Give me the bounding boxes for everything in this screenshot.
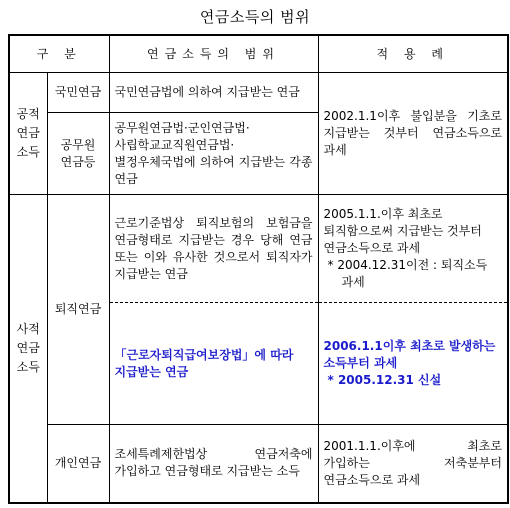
table-row (9, 73, 508, 113)
row-range: 「근로자퇴직급여보장법」에 따라 지급받는 연금 (109, 303, 318, 425)
header-range: 연금소득의 범위 (109, 35, 318, 73)
public-example: 2002.1.1이후 불입분을 기초로 지급받는 것부터 연금소득으로 과세 (318, 73, 508, 195)
row-example: 2001.1.1.이후에 최초로 가입하는 저축분부터 연금소득으로 과세 (318, 425, 508, 503)
table-row (9, 195, 508, 303)
row-range: 조세특례제한법상 연금저축에 가입하고 연금형태로 지급받는 소득 (109, 425, 318, 503)
table-row (9, 425, 508, 503)
row-range: 공무원연금법·군인연금법·사립학교교직원연금법·별정우체국법에 의하여 지급받는 각종 연금 (109, 113, 318, 195)
example-note-cont: 과세 (341, 275, 365, 289)
row-name: 퇴직연금 (47, 195, 109, 425)
row-example (318, 195, 508, 303)
row-range: 국민연금법에 의하여 지급받는 연금 (109, 73, 318, 113)
row-name: 개인연금 (47, 425, 109, 503)
private-pension-label: 사적 연금 소득 (9, 195, 47, 503)
row-name: 공무원 연금등 (47, 113, 109, 195)
example-note: * 2005.12.31 신설 (327, 373, 442, 387)
page-title: 연금소득의 범위 (199, 8, 311, 26)
row-example (318, 303, 508, 425)
example-text: 2005.1.1.이후 최초로 퇴직함으로써 지급받는 것부터 연금소득으로 과세 (323, 207, 482, 255)
header-category: 구 분 (9, 35, 109, 73)
public-pension-label: 공적 연금 소득 (9, 73, 47, 195)
example-text: 2006.1.1이후 최초로 발생하는 소득부터 과세 (323, 339, 496, 370)
pension-income-table (8, 34, 509, 504)
row-name: 국민연금 (47, 73, 109, 113)
header-example: 적 용 례 (318, 35, 508, 73)
table-header-row (9, 35, 508, 73)
row-range: 근로기준법상 퇴직보험의 보험금을 연금형태로 지급받는 경우 당해 연금 또는 이와 유사한 것으로서 퇴직자가 지급받는 연금 (109, 195, 318, 303)
example-note: * 2004.12.31이전 : 퇴직소득 (327, 258, 488, 272)
